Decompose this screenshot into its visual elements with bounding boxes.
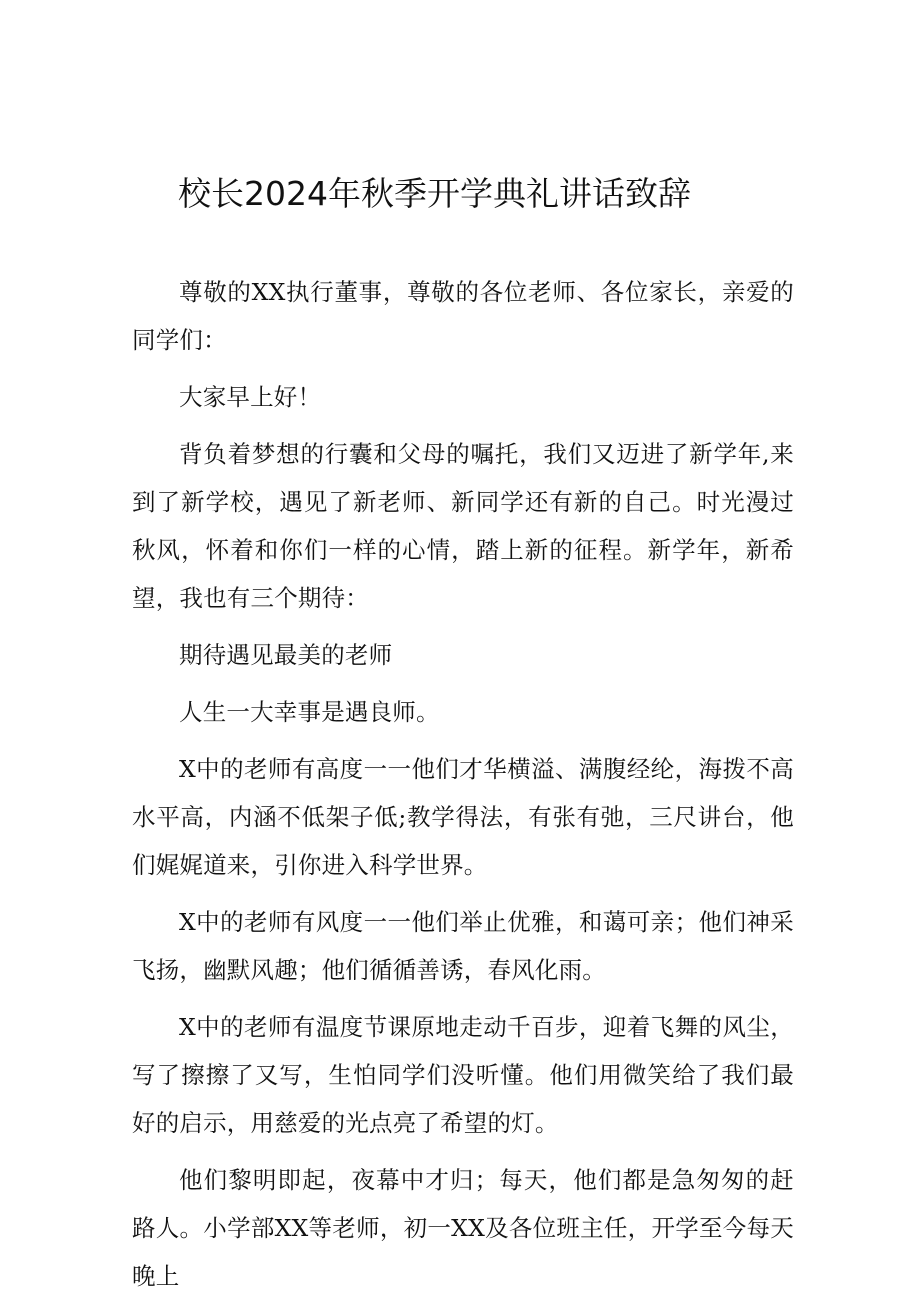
paragraph-expectation-heading: 期待遇见最美的老师 (179, 641, 393, 669)
paragraph-teacher-dedication: 他们黎明即起，夜幕中才归；每天，他们都是急匆匆的赶路人。小学部XX等老师，初一XX及各位班主任，开学至今每天晚上 (132, 1166, 794, 1290)
document-body (132, 268, 794, 1309)
paragraph-good-morning: 大家早上好！ (179, 383, 322, 411)
paragraph-teacher-height: X中的老师有高度一一他们才华横溢、满腹经纶，海拨不高水平高，内涵不低架子低;教学得法，有张有弛，三尺讲台，他们娓娓道来，引你进入科学世界。 (132, 755, 794, 879)
paragraph-greeting: 尊敬的XX执行董事，尊敬的各位老师、各位家长，亲爱的同学们： (132, 278, 794, 354)
paragraph-teacher-warmth: X中的老师有温度节课原地走动千百步，迎着飞舞的风尘，写了擦擦了又写，生怕同学们没听懂。他们用微笑给了我们最好的启示，用慈爱的光点亮了希望的灯。 (132, 1013, 794, 1137)
paragraph-teacher-grace: X中的老师有风度一一他们举止优雅，和蔼可亲；他们神采飞扬，幽默风趣；他们循循善诱，春风化雨。 (132, 908, 794, 984)
paragraph-new-semester: 背负着梦想的行囊和父母的嘱托，我们又迈进了新学年,来到了新学校，遇见了新老师、新同学还有新的自己。时光漫过秋风，怀着和你们一样的心情，踏上新的征程。新学年，新希望，我也有三个期待： (132, 440, 794, 612)
document-title: 校长2024年秋季开学典礼讲话致辞 (178, 174, 691, 213)
paragraph-good-teacher: 人生一大幸事是遇良师。 (179, 698, 440, 726)
